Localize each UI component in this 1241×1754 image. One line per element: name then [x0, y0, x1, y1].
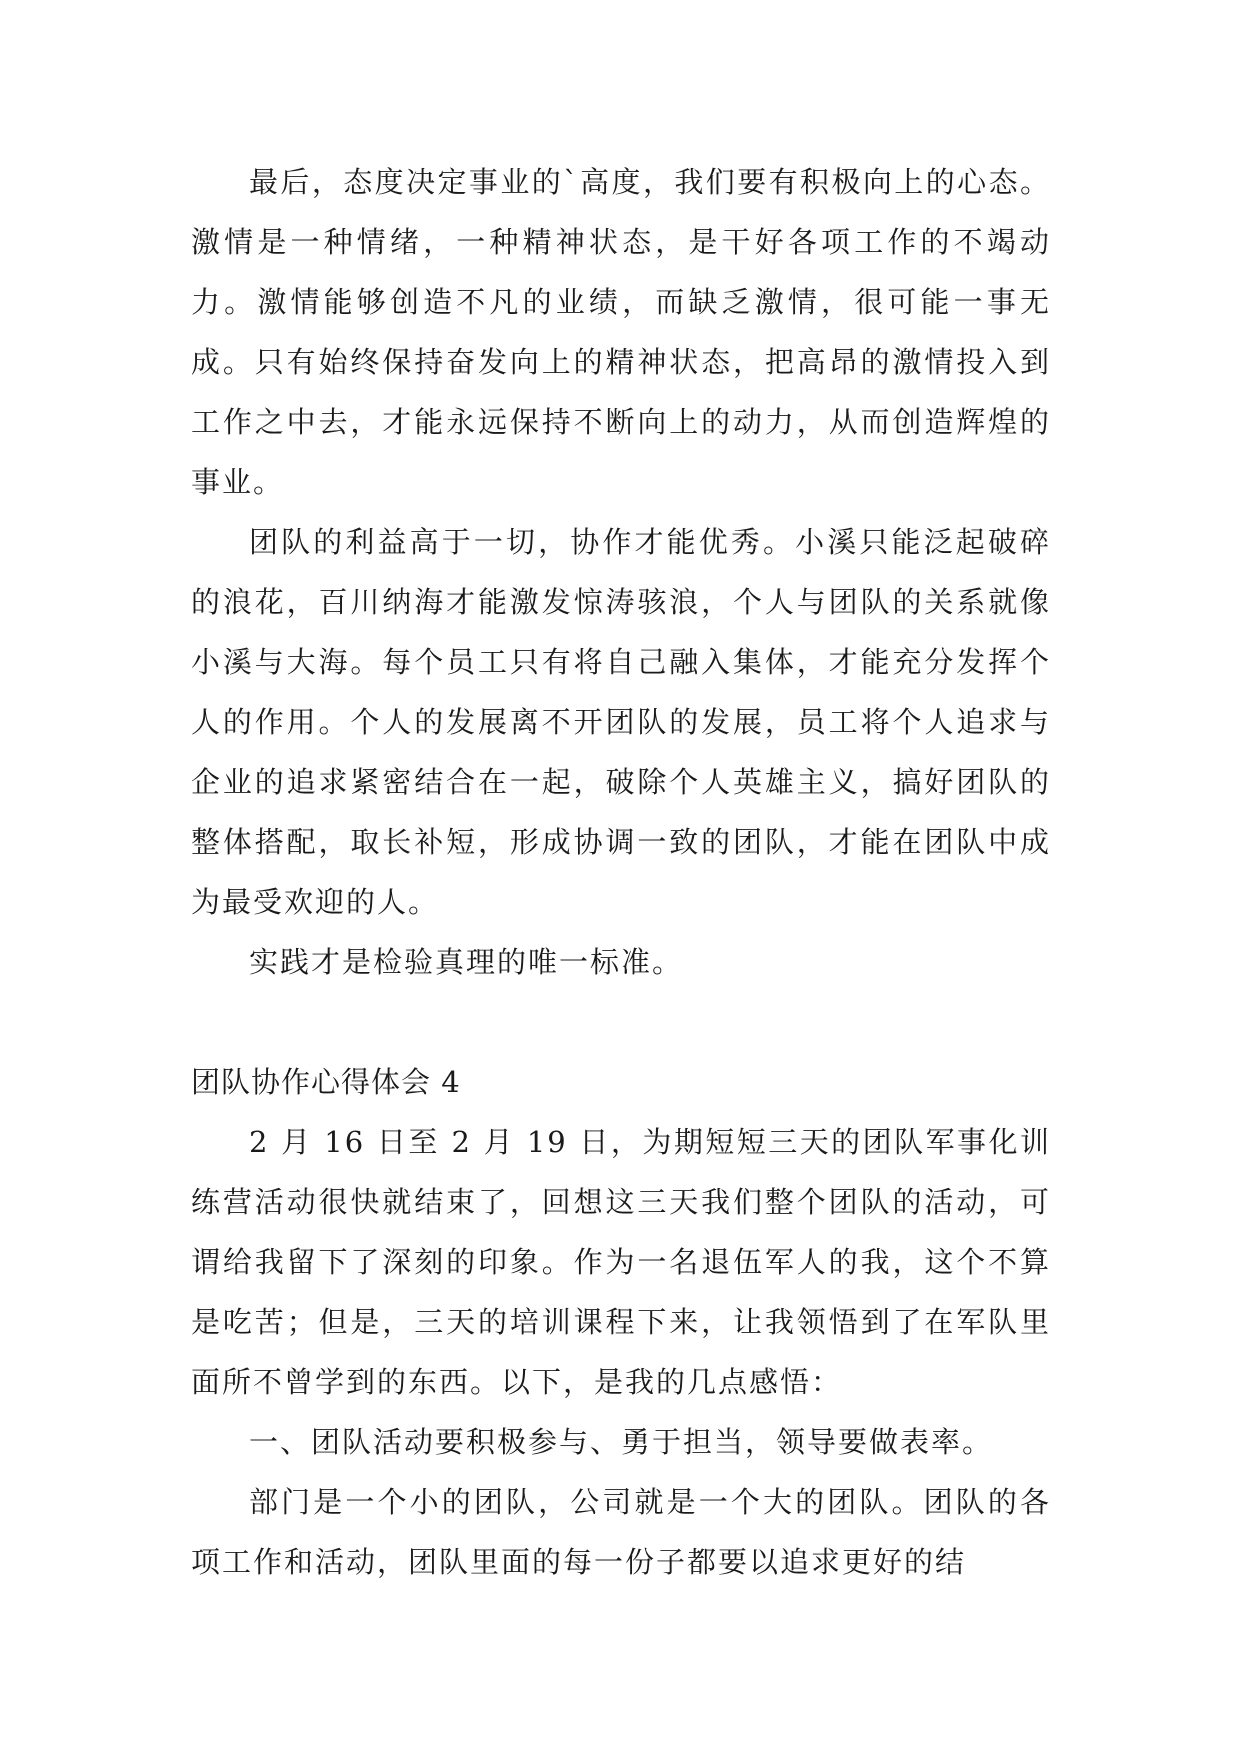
- paragraph-training-camp: 2 月 16 日至 2 月 19 日，为期短短三天的团队军事化训练营活动很快就结束了，回想这三天我们整个团队的活动，可谓给我留下了深刻的印象。作为一名退伍军人的我，这个不算是吃苦；但是，三天的培训课程下来，让我领悟到了在军队里面所不曾学到的东西。以下，是我的几点感悟：: [191, 1125, 1051, 1399]
- paragraph-attitude: 最后，态度决定事业的`高度，我们要有积极向上的心态。激情是一种情绪，一种精神状态，是干好各项工作的不竭动力。激情能够创造不凡的业绩，而缺乏激情，很可能一事无成。只有始终保持奋发向上的精神状态，把高昂的激情投入到工作之中去，才能永远保持不断向上的动力，从而创造辉煌的事业。: [191, 165, 1051, 499]
- section-title: 团队协作心得体会 4: [191, 1065, 461, 1099]
- document-body: [191, 152, 1051, 1592]
- paragraph-practice: 实践才是检验真理的唯一标准。: [249, 945, 684, 979]
- paragraph-team-interest: 团队的利益高于一切，协作才能优秀。小溪只能泛起破碎的浪花，百川纳海才能激发惊涛骇浪，个人与团队的关系就像小溪与大海。每个员工只有将自己融入集体，才能充分发挥个人的作用。个人的发展离不开团队的发展，员工将个人追求与企业的追求紧密结合在一起，破除个人英雄主义，搞好团队的整体搭配，取长补短，形成协调一致的团队，才能在团队中成为最受欢迎的人。: [191, 525, 1051, 919]
- paragraph-department: 部门是一个小的团队，公司就是一个大的团队。团队的各项工作和活动，团队里面的每一份子都要以追求更好的结: [191, 1485, 1051, 1579]
- paragraph-point-one: 一、团队活动要积极参与、勇于担当，领导要做表率。: [249, 1425, 994, 1459]
